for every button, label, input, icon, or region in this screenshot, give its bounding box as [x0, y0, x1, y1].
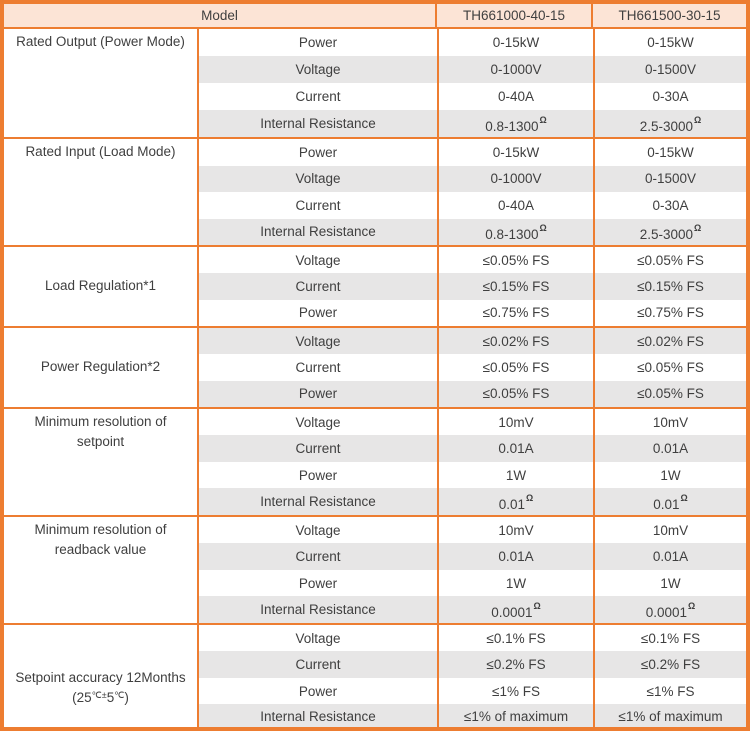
value-cell: ≤0.2% FS [595, 651, 746, 678]
value-cell: ≤1% FS [439, 678, 595, 705]
group-label: Load Regulation*1 [4, 247, 199, 326]
ohm-superscript: Ω [526, 493, 534, 504]
table-row [199, 570, 746, 597]
value-cell: ≤0.05% FS [439, 247, 595, 273]
value-cell: 0-40A [439, 192, 595, 219]
parameter-cell: Power [199, 381, 439, 407]
value-cell: 1W [439, 462, 595, 489]
table-row [199, 166, 746, 193]
parameter-cell: Current [199, 273, 439, 299]
value-cell: 0.01 Ω [439, 488, 595, 515]
value-cell: 0-1500V [595, 166, 746, 193]
ohm-superscript: Ω [680, 493, 688, 504]
table-row [199, 273, 746, 299]
value-cell: 0-40A [439, 83, 595, 110]
value-cell: 0.01A [595, 435, 746, 462]
parameter-cell: Power [199, 300, 439, 326]
value-cell: 0-15kW [595, 139, 746, 166]
parameter-cell: Internal Resistance [199, 488, 439, 515]
group-label: Rated Output (Power Mode) [4, 29, 199, 137]
value-cell: ≤1% of maximum [439, 704, 595, 731]
value-cell: ≤0.05% FS [595, 354, 746, 380]
table-row [199, 435, 746, 462]
value-cell: ≤0.05% FS [439, 354, 595, 380]
value-cell: 0.01A [595, 543, 746, 570]
table-row [199, 462, 746, 489]
value-cell: 10mV [439, 517, 595, 544]
table-row [199, 354, 746, 380]
ohm-superscript: Ω [539, 115, 547, 125]
value-cell: 1W [595, 570, 746, 597]
value-cell: 0-15kW [595, 29, 746, 56]
value-cell: ≤1% of maximum [595, 704, 746, 731]
group-label: Minimum resolution of setpoint [4, 409, 199, 515]
value-cell: ≤0.75% FS [439, 300, 595, 326]
value-cell: 0-30A [595, 192, 746, 219]
table-row [199, 328, 746, 354]
value-cell: ≤0.02% FS [439, 328, 595, 354]
table-row [199, 83, 746, 110]
value-cell: ≤0.05% FS [595, 247, 746, 273]
parameter-cell: Voltage [199, 166, 439, 193]
parameter-cell: Voltage [199, 517, 439, 544]
parameter-cell: Power [199, 570, 439, 597]
parameter-cell: Current [199, 354, 439, 380]
table-row [199, 29, 746, 56]
value-cell: ≤0.15% FS [595, 273, 746, 299]
group-label: Minimum resolution of readback value [4, 517, 199, 623]
value-cell: ≤0.2% FS [439, 651, 595, 678]
table-row [199, 192, 746, 219]
spec-group-rated-output [4, 29, 746, 137]
parameter-cell: Power [199, 678, 439, 705]
table-row [199, 517, 746, 544]
ohm-superscript: Ω [694, 223, 702, 234]
value-cell: 0.01A [439, 543, 595, 570]
parameter-cell: Power [199, 29, 439, 56]
parameter-cell: Power [199, 139, 439, 166]
value-cell: 0-1500V [595, 56, 746, 83]
table-row [199, 678, 746, 705]
table-row [199, 625, 746, 652]
parameter-cell: Current [199, 651, 439, 678]
table-row [199, 219, 746, 246]
table-row [199, 381, 746, 407]
value-cell: 0-15kW [439, 139, 595, 166]
parameter-cell: Current [199, 192, 439, 219]
table-row [199, 409, 746, 436]
table-row [199, 110, 746, 137]
value-cell: ≤1% FS [595, 678, 746, 705]
value-cell: 0-1000V [439, 166, 595, 193]
table-row [199, 247, 746, 273]
group-label: Rated Input (Load Mode) [4, 139, 199, 245]
parameter-cell: Current [199, 543, 439, 570]
value-cell: ≤0.1% FS [439, 625, 595, 652]
ohm-superscript: Ω [694, 115, 702, 125]
table-row [199, 651, 746, 678]
parameter-cell: Current [199, 83, 439, 110]
value-cell: 10mV [595, 409, 746, 436]
value-cell: 0.0001 Ω [595, 596, 746, 623]
parameter-cell: Internal Resistance [199, 596, 439, 623]
value-cell: 2.5-3000 Ω [595, 110, 746, 137]
table-row [199, 56, 746, 83]
spec-group-min-resolution-setpoint [4, 407, 746, 515]
value-cell: 0.0001 Ω [439, 596, 595, 623]
parameter-cell: Power [199, 462, 439, 489]
value-cell: 0.01 Ω [595, 488, 746, 515]
celsius-superscript: ℃± [91, 690, 107, 701]
model-header-cell: Model [4, 4, 437, 27]
temperature-condition: (25℃±5℃) [72, 690, 129, 706]
model-column-header-1: TH661000-40-15 [437, 4, 593, 27]
value-cell: ≤0.02% FS [595, 328, 746, 354]
value-cell: 0.01A [439, 435, 595, 462]
table-row [199, 139, 746, 166]
parameter-cell: Voltage [199, 247, 439, 273]
table-row [199, 488, 746, 515]
spec-group-rated-input [4, 137, 746, 245]
value-cell: ≤0.05% FS [439, 381, 595, 407]
parameter-cell: Voltage [199, 625, 439, 652]
value-cell: 0.8-1300 Ω [439, 110, 595, 137]
group-label: Setpoint accuracy 12Months (25℃±5℃) [4, 625, 199, 731]
value-cell: 1W [595, 462, 746, 489]
parameter-cell: Voltage [199, 328, 439, 354]
ohm-superscript: Ω [688, 601, 696, 612]
value-cell: 10mV [439, 409, 595, 436]
value-cell: 0-1000V [439, 56, 595, 83]
parameter-cell: Current [199, 435, 439, 462]
ohm-superscript: Ω [539, 223, 547, 234]
table-row [199, 704, 746, 731]
parameter-cell: Internal Resistance [199, 219, 439, 246]
ohm-superscript: Ω [533, 601, 541, 612]
value-cell: ≤0.05% FS [595, 381, 746, 407]
value-cell: 0.8-1300 Ω [439, 219, 595, 246]
value-cell: ≤0.1% FS [595, 625, 746, 652]
parameter-cell: Voltage [199, 56, 439, 83]
value-cell: 0-15kW [439, 29, 595, 56]
spec-group-min-resolution-readback [4, 515, 746, 623]
parameter-cell: Internal Resistance [199, 110, 439, 137]
spec-group-power-regulation [4, 326, 746, 407]
parameter-cell: Voltage [199, 409, 439, 436]
spec-group-setpoint-accuracy [4, 623, 746, 731]
model-column-header-2: TH661500-30-15 [618, 8, 721, 23]
value-cell: 10mV [595, 517, 746, 544]
table-header-row [4, 4, 746, 29]
value-cell: ≤0.15% FS [439, 273, 595, 299]
spec-group-load-regulation [4, 245, 746, 326]
table-row [199, 596, 746, 623]
value-cell: 0-30A [595, 83, 746, 110]
value-cell: 1W [439, 570, 595, 597]
value-cell: 2.5-3000 Ω [595, 219, 746, 246]
group-label: Power Regulation*2 [4, 328, 199, 407]
value-cell: ≤0.75% FS [595, 300, 746, 326]
table-row [199, 543, 746, 570]
table-row [199, 300, 746, 326]
celsius-superscript: ℃ [114, 690, 125, 701]
parameter-cell: Internal Resistance [199, 704, 439, 731]
